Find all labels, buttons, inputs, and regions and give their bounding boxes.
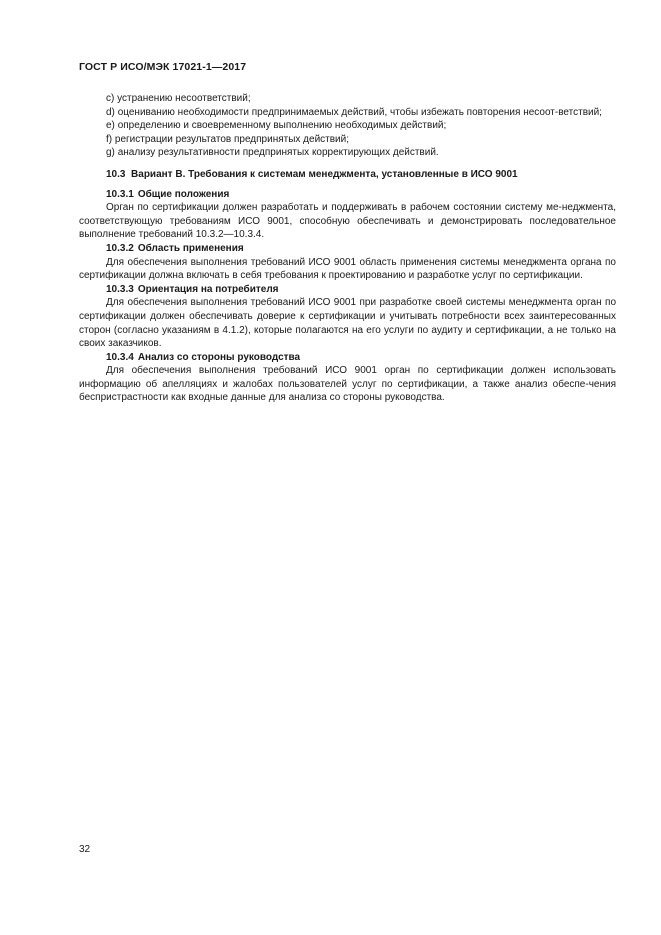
list-item-text: регистрации результатов предпринятых действий;: [114, 133, 350, 145]
list-item-g: [79, 146, 616, 160]
subsection-heading-3: [79, 283, 616, 297]
list-item-text: анализу результативности предпринятых корректирующих действий.: [117, 147, 439, 159]
list-marker: c): [106, 93, 115, 104]
section-title: Вариант В. Требования к системам менеджмента, установленные в ИСО 9001: [131, 168, 518, 180]
list-marker: d): [106, 106, 115, 118]
subsection-number: 10.3.3: [106, 283, 134, 295]
list-item-text: устранению несоответствий;: [117, 93, 251, 104]
subsection-number: 10.3.4: [106, 351, 134, 363]
list-marker: f): [106, 133, 113, 145]
subsection-title: Область применения: [137, 242, 244, 254]
subsection-title: Общие положения: [137, 188, 230, 200]
list-item-f: [79, 133, 616, 147]
subsection-title: Анализ со стороны руководства: [137, 351, 301, 363]
list-item-c: [79, 92, 616, 106]
subsection-paragraph-2: Для обеспечения выполнения требований ИСО 9001 область применения системы менеджмента органа по сертификации должна включать в себя требования к проектированию и разработке услуг по сертификации.: [79, 256, 616, 282]
list-marker: g): [106, 147, 115, 159]
subsection-title: Ориентация на потребителя: [137, 283, 279, 295]
document-body: [79, 92, 616, 405]
page-number: 32: [79, 844, 91, 855]
subsection-number: 10.3.1: [106, 188, 134, 200]
list-item-d: [79, 106, 616, 120]
section-heading: [79, 168, 616, 182]
subsection-heading-2: [79, 242, 616, 256]
subsection-paragraph-3: Для обеспечения выполнения требований ИСО 9001 при разработке своей системы менеджмента орган по сертификации должен обеспечивать доверие к сертификации и учитывать потребности всех заинтересованных сторон (согласно указаниям в 4.1.2), которые полагаются на его услуги по аудиту и сертификации, а не только на своих заказчиков.: [79, 297, 616, 350]
subsection-number: 10.3.2: [106, 242, 134, 254]
list-item-text: оцениванию необходимости предпринимаемых действий, чтобы избежать повторения несоот-ветствий;: [117, 106, 602, 118]
list-item-text: определению и своевременному выполнению необходимых действий;: [117, 120, 447, 132]
list-marker: e): [106, 120, 115, 132]
subsection-heading-1: [79, 188, 616, 202]
document-header: ГОСТ Р ИСО/МЭК 17021-1—2017: [79, 61, 247, 73]
subsection-paragraph-4: Для обеспечения выполнения требований ИСО 9001 орган по сертификации должен использовать информацию об апелляциях и жалобах пользователей услуг по сертификации, а также анализ обеспе-чения беспристрастности как входные данные для анализа со стороны руководства.: [79, 365, 616, 404]
subsection-heading-4: [79, 351, 616, 365]
list-item-e: [79, 119, 616, 133]
subsection-paragraph-1: Орган по сертификации должен разработать и поддерживать в рабочем состоянии систему ме-неджмента, соответствующую требованиям ИСО 9001, способную обеспечивать и демонстрировать последовательное выполнение требований 10.3.2—10.3.4.: [79, 202, 616, 241]
section-number: 10.3: [106, 168, 126, 180]
